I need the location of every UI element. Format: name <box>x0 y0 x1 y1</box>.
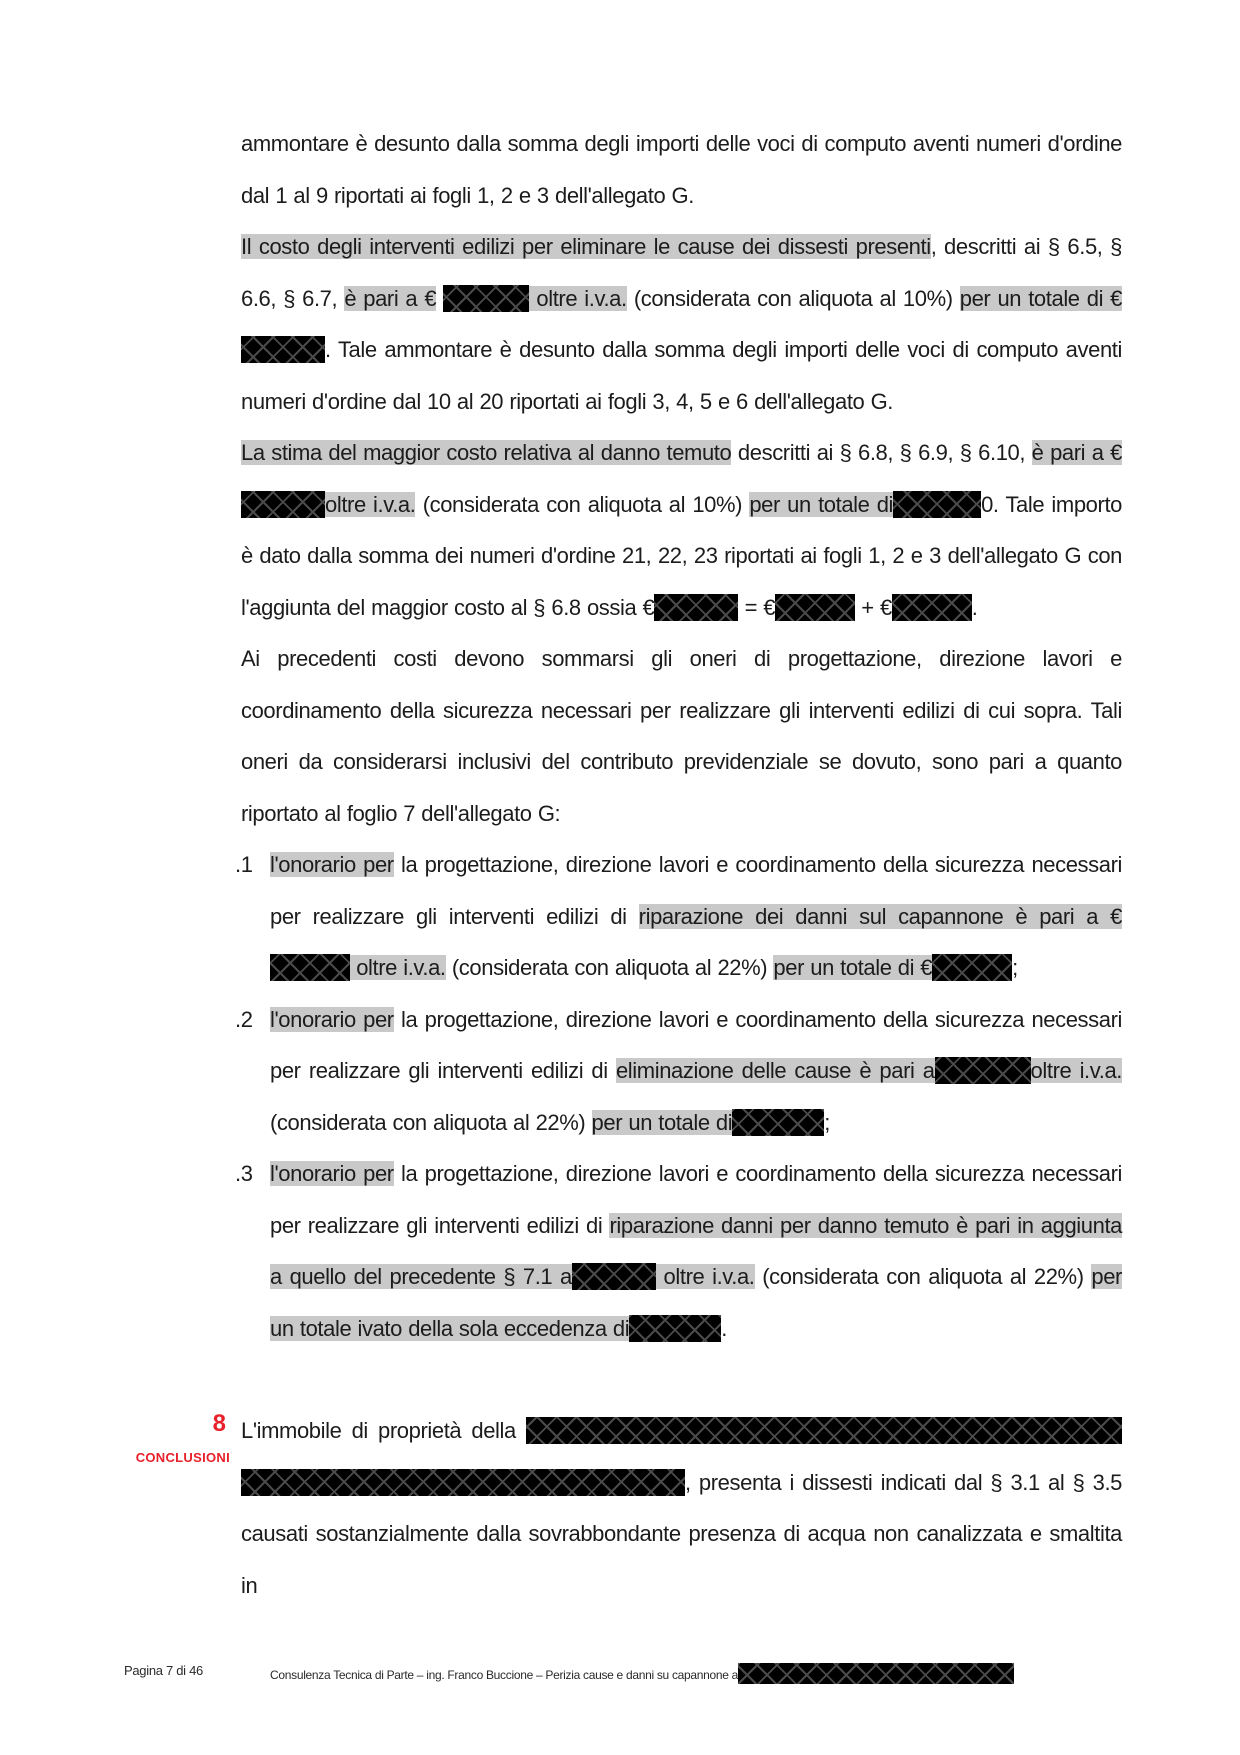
redaction-block <box>732 1109 824 1136</box>
paragraph-text: descritti ai § 6.8, § 6.9, § 6.10, <box>731 440 1032 465</box>
paragraph-conclusioni <box>241 1405 1122 1611</box>
footer-page-number: Pagina 7 di 46 <box>124 1663 203 1678</box>
paragraph-text: la progettazione, direzione lavori e coordinamento della sicurezza necessari per realizzare gli interventi edilizi di <box>270 852 1122 929</box>
redaction-block <box>654 594 738 621</box>
paragraph-text: (considerata con aliquota al 22%) <box>445 955 774 980</box>
highlight-text: oltre i.v.a. <box>350 955 446 980</box>
paragraph-oneri <box>241 633 1122 839</box>
redaction-block <box>526 1417 1122 1444</box>
highlight-text: La stima del maggior costo relativa al danno temuto <box>241 440 732 465</box>
highlight-text: oltre i.v.a. <box>1030 1058 1122 1083</box>
highlight-text: per un totale di <box>749 491 894 517</box>
highlight-text: per un totale di € <box>959 285 1122 311</box>
redaction-block <box>629 1315 721 1342</box>
paragraph-allegato-g <box>241 118 1122 221</box>
paragraph-text: . Tale ammontare è desunto dalla somma degli importi delle voci di computo aventi numeri d'ordine dal 10 al 20 riportati ai fogli 3, 4, 5 e 6 dell'allegato G. <box>241 337 1122 414</box>
footer-caption: Consulenza Tecnica di Parte – ing. Franco Buccione – Perizia cause e danni su capannone a <box>270 1668 739 1682</box>
highlight-text: oltre i.v.a. <box>325 491 416 517</box>
redaction-block <box>443 285 529 312</box>
redaction-block <box>738 1663 1014 1684</box>
paragraph-text: , descritti ai § 6.5, § 6.6, § 6.7, <box>241 234 1122 311</box>
paragraph-text: ; <box>824 1109 830 1135</box>
paragraph-text: L'immobile di proprietà della <box>241 1418 526 1443</box>
section-title: CONCLUSIONI <box>135 1450 230 1465</box>
highlight-text: l'onorario per <box>270 1161 394 1186</box>
list-item <box>235 839 1122 994</box>
highlight-text: è pari a € <box>1031 440 1122 465</box>
redaction-block <box>241 336 325 363</box>
paragraph-text: (considerata con aliquota al 22%) <box>754 1264 1092 1289</box>
paragraph-costo-interventi <box>241 221 1122 427</box>
paragraph-text: la progettazione, direzione lavori e coordinamento della sicurezza necessari per realizzare gli interventi edilizi di <box>270 1161 1122 1238</box>
footer-text <box>270 1663 1014 1684</box>
highlight-text: l'onorario per <box>270 852 394 877</box>
highlight-text: è pari a € <box>344 285 437 311</box>
paragraph-text: (considerata con aliquota al 10%) <box>415 491 750 517</box>
highlight-text: per un totale di <box>591 1109 733 1135</box>
section-spacer <box>241 1354 1122 1405</box>
paragraph-text: = € <box>738 594 776 620</box>
redaction-block <box>893 491 981 518</box>
list-number: .1 <box>235 852 253 877</box>
section-number: 8 <box>212 1410 226 1437</box>
redaction-block <box>935 1057 1031 1084</box>
paragraph-text: (considerata con aliquota al 10%) <box>626 285 960 311</box>
highlight-text: l'onorario per <box>270 1006 394 1032</box>
highlight-text: oltre i.v.a. <box>655 1264 755 1289</box>
redaction-block <box>932 954 1012 981</box>
redaction-block <box>775 594 855 621</box>
paragraph-text: 0. Tale importo è dato dalla somma dei numeri d'ordine 21, 22, 23 riportati ai fogli 1, 2 e 3 dell'allegato G con l'aggiunta del maggior costo al § 6.8 ossia € <box>241 491 1122 620</box>
redaction-block <box>241 491 325 518</box>
paragraph-text: . <box>721 1315 727 1341</box>
paragraph-text: (considerata con aliquota al 22%) <box>270 1109 592 1135</box>
redaction-block <box>892 594 972 621</box>
list-number: .3 <box>235 1161 253 1186</box>
paragraph-text: ammontare è desunto dalla somma degli importi delle voci di computo aventi numeri d'ordine dal 1 al 9 riportati ai fogli 1, 2 e 3 dell'allegato G. <box>241 131 1122 208</box>
body-text <box>235 118 1122 1611</box>
highlight-text: oltre i.v.a. <box>529 285 627 311</box>
highlight-text: Il costo degli interventi edilizi per eliminare le cause dei dissesti presenti <box>241 234 931 259</box>
paragraph-text: . <box>971 594 978 620</box>
redaction-block <box>241 1469 685 1496</box>
redaction-block <box>572 1263 656 1290</box>
paragraph-text: la progettazione, direzione lavori e coordinamento della sicurezza necessari per realizzare gli interventi edilizi di <box>270 1006 1122 1083</box>
paragraph-text: , presenta i dissesti indicati dal § 3.1 al § 3.5 causati sostanzialmente dalla sovrabbondante presenza di acqua non canalizzata e smaltita in <box>241 1469 1122 1598</box>
highlight-text: riparazione danni per danno temuto è pari in aggiunta a quello del precedente § 7.1 a <box>270 1212 1122 1289</box>
highlight-text: per un totale ivato della sola eccedenza di <box>270 1264 1122 1341</box>
highlight-text: per un totale di € <box>773 955 933 980</box>
redaction-block <box>270 954 350 981</box>
highlight-text: riparazione dei danni sul capannone è pari a € <box>638 903 1122 929</box>
highlight-text: eliminazione delle cause è pari a <box>615 1058 935 1083</box>
paragraph-text: + € <box>855 594 892 620</box>
list-number: .2 <box>235 1006 253 1032</box>
paragraph-danno-temuto <box>241 427 1122 633</box>
paragraph-text: Ai precedenti costi devono sommarsi gli oneri di progettazione, direzione lavori e coordinamento della sicurezza necessari per realizzare gli interventi edilizi di cui sopra. Tali oneri da considerarsi inclusivi del contributo previdenziale se dovuto, sono pari a quanto riportato al foglio 7 dell'allegato G: <box>241 646 1122 826</box>
list-item <box>235 1148 1122 1354</box>
list-item <box>235 994 1122 1149</box>
paragraph-text: ; <box>1012 955 1018 980</box>
